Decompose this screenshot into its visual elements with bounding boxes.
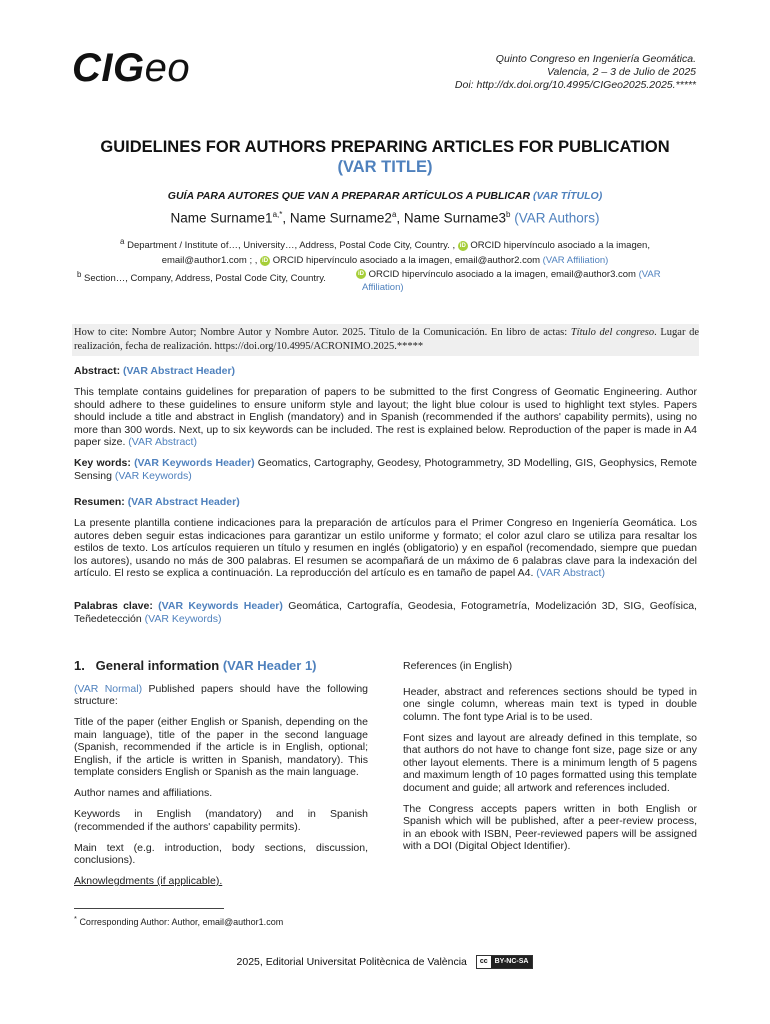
conference-doi[interactable]: Doi: http://dx.doi.org/10.4995/CIGeo2025.2025.***** <box>454 79 696 91</box>
left-column <box>74 660 368 896</box>
page-footer <box>0 955 770 969</box>
affiliation-b-orcid[interactable]: ORCID hipervínculo asociado a la imagen, email@author3.com <box>368 269 636 280</box>
keywords-label: Key words: <box>74 457 131 469</box>
subtitle-text: GUÍA PARA AUTORES QUE VAN A PREPARAR ARTÍCULOS A PUBLICAR <box>167 190 531 202</box>
affiliation-a-line2: email@author1.com ; , <box>161 255 258 267</box>
resumen-header <box>74 496 697 509</box>
left-paragraph: Title of the paper (either English or Spanish, depending on the main language), title of the paper in the second language (Spanish, recommended if the article is in English, optional; English, if the article is written in Spanish, mandatory). This template considers English or Spanish as the main language. <box>74 716 368 778</box>
right-column <box>403 660 697 861</box>
left-p1: Published papers should have the following structure: <box>74 682 368 707</box>
left-paragraph <box>74 875 368 888</box>
right-paragraph: Font sizes and layout are already defined in this template, so that authors do not have to change font size, page size or any other layout elements. There is a minimum length of 5 pagens and maximum length of 10 pages formatted using this template document and guide; all artwork and references included. <box>403 731 697 794</box>
page-title <box>100 137 670 177</box>
abstract-var: (VAR Abstract) <box>128 436 197 448</box>
how-to-cite <box>72 324 699 356</box>
right-paragraph: Header, abstract and references sections should be typed in one single column, whereas main text is typed in double column. The font type Arial is to be used. <box>403 685 697 723</box>
affiliation-b-var2: Affiliation) <box>362 282 404 293</box>
acknowledgments-text: Aknowlegdments (if applicable). <box>74 875 223 887</box>
section-heading <box>74 660 368 673</box>
title-text: GUIDELINES FOR AUTHORS PREPARING ARTICLES FOR PUBLICATION <box>100 138 670 156</box>
palabras-clave-label: Palabras clave: <box>74 600 153 612</box>
author-2-sup: a <box>391 210 397 219</box>
footnote-mark: * <box>74 914 77 923</box>
cite-rest: . Lugar de realización, fecha de realización. https://doi.org/10.4995/ACRONIMO.2025.***** <box>74 327 700 352</box>
resumen-text: La presente plantilla contiene indicaciones para la preparación de artículos para el Primer Congreso en Ingeniería Geomática. Los autores deben seguir estas indicaciones para garantizar un estilo uniforme y formato; el color azul claro se utiliza para resaltar los estilos de texto. Los artículos requieren un título y resumen en inglés (obligatorio) y en español (recomendado, siempre que puedan los autores), usando no más de 300 palabras. El resumen se acompañará de un máximo de 6 palabras clave para la indexación del artículo. El resto se explica a continuación. La reproducción del artículo es en tamaño de papel A4. <box>74 517 697 579</box>
abstract-header <box>74 365 697 378</box>
orcid-icon[interactable]: iD <box>262 257 269 264</box>
footnote-text: Corresponding Author: Author, email@author1.com <box>79 917 284 927</box>
keywords-var-header: (VAR Keywords Header) <box>134 457 255 469</box>
abstract-body <box>74 386 697 449</box>
conference-name: Quinto Congreso en Ingeniería Geomática. <box>495 53 696 65</box>
affiliation-b-line1: Section…, Company, Address, Postal Code City, Country. <box>84 273 326 285</box>
resumen-body <box>74 517 697 580</box>
orcid-icon[interactable]: iD <box>358 271 364 278</box>
conference-info <box>455 53 696 92</box>
palabras-clave-text: Geomática, Cartografía, Geodesia, Fotogrametría, Modelización 3D, SIG, Geofísica, Teñedetección <box>74 600 697 625</box>
logo <box>72 46 190 91</box>
abstract-text: This template contains guidelines for preparation of papers to be submitted to the first Congress of Geomatic Engineering. Author should adhere to these guidelines to ensure uniform style and layout; the light blue colour is used to highlight text styles. Papers should include a title and abstract in English (mandatory) and in Spanish (recommended if the authors' capability permits), using no more than 300 words. Next, up to six keywords can be included. The rest is explained below. Reproduction of the paper is made in A4 paper size. <box>74 386 697 448</box>
subtitle <box>60 190 710 202</box>
logo-light: eo <box>144 46 191 90</box>
cite-lead: How to cite: Nombre Autor; Nombre Autor y Nombre Autor. 2025. Título de la Comunicación. En libro de actas: <box>74 327 568 338</box>
conference-place-date: Valencia, 2 – 3 de Julio de 2025 <box>546 66 696 78</box>
affiliation-b-var1: (VAR <box>638 269 661 280</box>
resumen-var-header: (VAR Abstract Header) <box>127 496 240 508</box>
cc-license-badge[interactable] <box>476 955 534 969</box>
palabras-clave <box>74 600 697 625</box>
footnote <box>74 914 283 927</box>
left-paragraph: Keywords in English (mandatory) and in Spanish (recommended if the authors' capability permits). <box>74 808 368 833</box>
left-paragraph <box>74 683 368 708</box>
author-2: Name Surname2 <box>289 210 392 226</box>
authors-var-tag: (VAR Authors) <box>514 210 600 226</box>
affiliation-a <box>60 235 710 267</box>
resumen-var: (VAR Abstract) <box>536 567 605 579</box>
left-paragraph: Author names and affiliations. <box>74 787 213 799</box>
cite-book: Título del congreso <box>570 327 655 338</box>
author-sep-2: , <box>396 210 404 226</box>
footnote-divider <box>74 908 224 909</box>
author-3-sup: b <box>505 210 511 219</box>
resumen-label: Resumen: <box>74 496 125 508</box>
abstract-label: Abstract: <box>74 365 121 377</box>
keywords-text: Geomatics, Cartography, Geodesy, Photogrammetry, 3D Modelling, GIS, Geophysics, Remote Sensing <box>74 457 697 482</box>
normal-var-tag: (VAR Normal) <box>74 682 143 695</box>
affiliation-a-orcid1[interactable]: ORCID hipervínculo asociado a la imagen, <box>470 240 650 252</box>
subtitle-var-tag: (VAR TÍTULO) <box>532 190 603 202</box>
affiliation-a-sup: a <box>120 237 125 246</box>
author-sep-1: , <box>282 210 290 226</box>
section-heading-var: (VAR Header 1) <box>222 658 317 673</box>
author-1-sup: a,* <box>272 210 283 219</box>
publisher: 2025, Editorial Universitat Politècnica de València <box>236 955 467 968</box>
left-paragraph: Main text (e.g. introduction, body sections, discussion, conclusions). <box>74 841 368 866</box>
cc-logo: cc <box>479 958 488 965</box>
affiliation-a-var: (VAR Affiliation) <box>542 255 609 267</box>
section-heading-text: 1. General information <box>74 658 220 673</box>
right-paragraph: References (in English) <box>403 660 513 672</box>
author-3: Name Surname3 <box>403 210 506 226</box>
abstract-var-header: (VAR Abstract Header) <box>123 365 236 377</box>
affiliation-b-sup: b <box>77 270 82 279</box>
cc-license-type: BY-NC-SA <box>491 956 533 968</box>
affiliation-a-line1: Department / Institute of…, University…, Address, Postal Code City, Country. , <box>127 240 456 252</box>
keywords <box>74 457 697 482</box>
logo-bold: CIG <box>72 46 145 90</box>
palabras-clave-var-header: (VAR Keywords Header) <box>158 600 283 612</box>
author-list <box>60 210 710 226</box>
keywords-var: (VAR Keywords) <box>114 469 192 482</box>
author-1: Name Surname1 <box>170 210 273 226</box>
affiliation-a-orcid2[interactable]: ORCID hipervínculo asociado a la imagen, email@author2.com <box>272 255 541 267</box>
palabras-clave-var: (VAR Keywords) <box>144 612 222 625</box>
title-var-tag: (VAR TITLE) <box>337 158 433 176</box>
right-paragraph: The Congress accepts papers written in both English or Spanish which will be published, after a peer-review process, in an ebook with ISBN, Peer-reviewed papers will be assigned with a DOI (Digital Object Identifier). <box>403 802 697 852</box>
orcid-icon[interactable]: iD <box>459 242 466 249</box>
